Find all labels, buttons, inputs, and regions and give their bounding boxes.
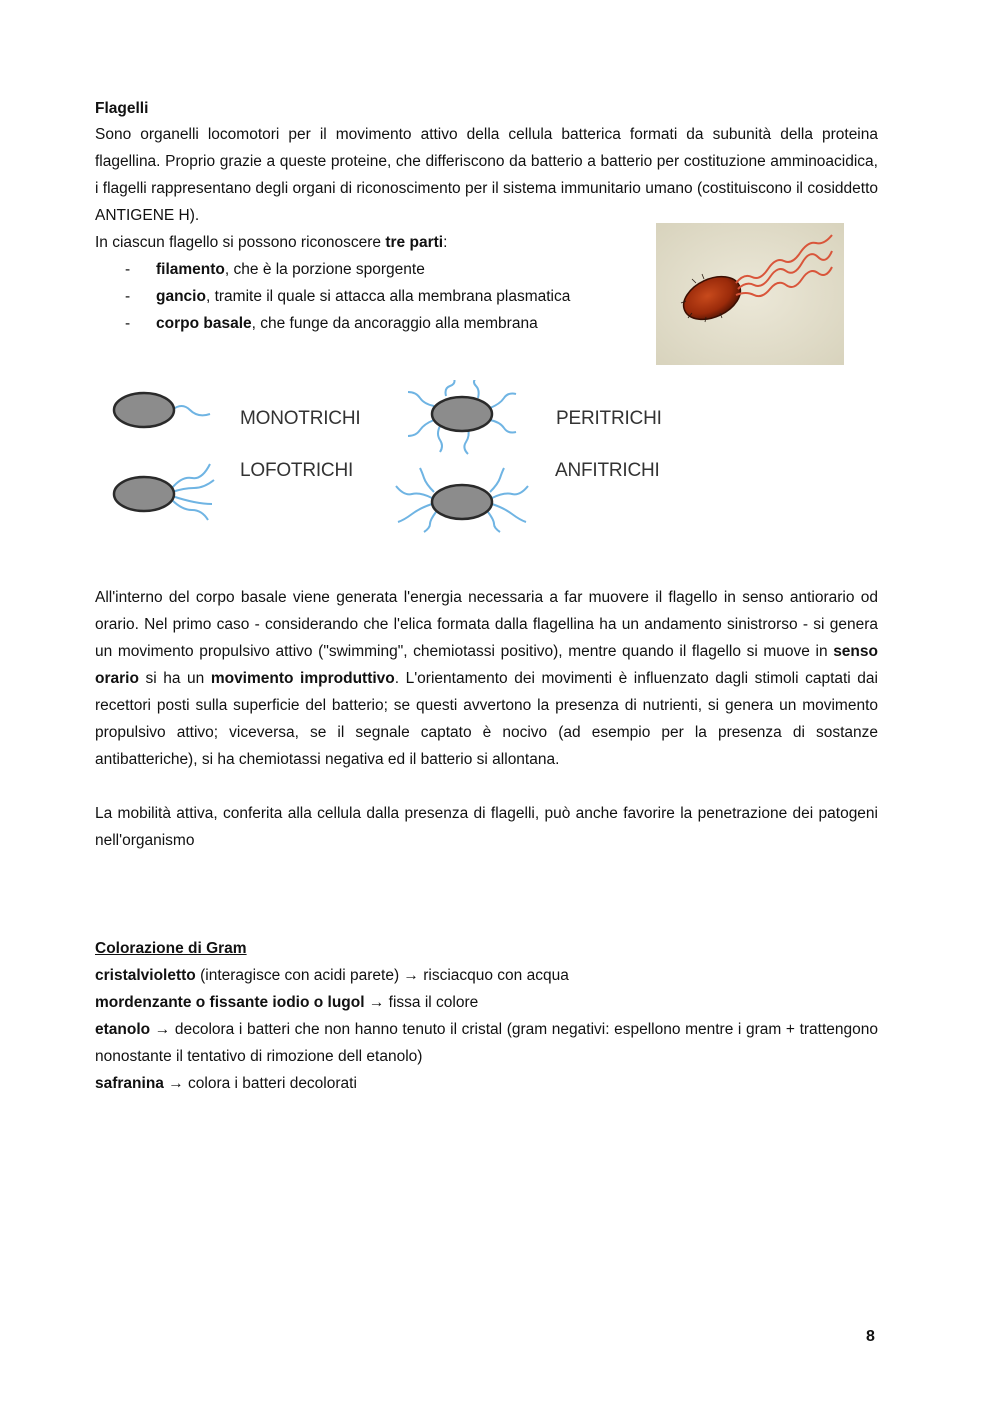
label-anfitrichi: ANFITRICHI (555, 460, 660, 481)
parts-list-container (95, 256, 655, 337)
gram-step-name: etanolo (95, 1021, 151, 1038)
part-description: , che funge da ancoraggio alla membrana (251, 315, 538, 332)
page-number: 8 (866, 1328, 875, 1345)
flagella-types-diagram (100, 380, 700, 540)
list-item (95, 310, 655, 337)
label-lofotrichi: LOFOTRICHI (240, 460, 354, 481)
gram-step-text: (interagisce con acidi parete) → risciacquo con acqua (195, 967, 569, 984)
flagellum-parts-list (95, 256, 655, 337)
lophotrichous-body (114, 477, 174, 511)
peritrichous-body (432, 397, 492, 431)
gram-step-text: → colora i batteri decolorati (163, 1075, 357, 1092)
gram-title-text: Colorazione di Gram (95, 940, 247, 957)
bold-senso-orario: senso orario (95, 643, 878, 687)
movement-text-3: . L'orientamento dei movimenti è influenzato dagli stimoli captati dai recettori posti sulla superficie del batterio; se questi avvertono la presenza di nutrienti, si genera un movimento propulsivo attivo; viceversa, se il segnale captato è nocivo (ad esempio per la presenza di sostanze antibatteriche), si ha chemiotassi negativa ed il batterio si allontana. (95, 670, 878, 768)
list-dash: - (125, 261, 131, 278)
gram-step (95, 962, 878, 989)
list-dash: - (125, 288, 131, 305)
parts-intro-bold: tre parti (385, 234, 444, 251)
gram-step-text: → decolora i batteri che non hanno tenuto il cristal (gram negativi: espellono mentre i gram + trattengono nonostante il tentativo di rimozione dell etanolo) (95, 1021, 878, 1065)
gram-step (95, 1016, 878, 1070)
movement-text-2: si ha un (138, 670, 211, 687)
part-description: , che è la porzione sporgente (224, 261, 425, 278)
part-name: corpo basale (156, 315, 252, 332)
flagellated-bacterium-image (656, 223, 844, 365)
list-item (95, 256, 655, 283)
gram-step-name: safranina (95, 1075, 164, 1092)
bold-movimento-improduttivo: movimento improduttivo (210, 670, 395, 687)
parts-intro-text: In ciascun flagello si possono riconoscere (95, 234, 386, 251)
monotrichous-cell (114, 393, 210, 427)
amphitrichous-body (432, 485, 492, 519)
label-monotrichi: MONOTRICHI (240, 408, 361, 429)
gram-step-name: cristalvioletto (95, 967, 196, 984)
gram-step-text: → fissa il colore (364, 994, 479, 1011)
gram-step (95, 1070, 878, 1097)
movement-paragraph (95, 584, 878, 773)
lophotrichous-cell (172, 464, 214, 520)
parts-intro (95, 229, 655, 256)
movement-text-1: All'interno del corpo basale viene generata l'energia necessaria a far muovere il flagello in senso antiorario od orario. Nel primo caso - considerando che l'elica formata dalla flagellina ha un andamento sinistrorso - si genera un movimento propulsivo attivo ("swimming", chemiotassi positivo), mentre quando il flagello si muove in (95, 589, 878, 660)
part-name: gancio (156, 288, 206, 305)
parts-intro-colon: : (443, 234, 448, 251)
section-title-flagelli: Flagelli (95, 100, 149, 117)
gram-step (95, 989, 878, 1016)
label-peritrichi: PERITRICHI (556, 408, 662, 429)
part-name: filamento (156, 261, 225, 278)
list-dash: - (125, 315, 131, 332)
list-item (95, 283, 655, 310)
mobility-paragraph: La mobilità attiva, conferita alla cellula dalla presenza di flagelli, può anche favorire la penetrazione dei patogeni nell'organismo (95, 805, 878, 849)
section-title-gram (95, 935, 878, 962)
flagelli-intro-paragraph: Sono organelli locomotori per il movimento attivo della cellula batterica formati da subunità della proteina flagellina. Proprio grazie a queste proteine, che differiscono da batterio a batterio per costituzione amminoacidica, i flagelli rappresentano degli organi di riconoscimento per il sistema immunitario umano (costituiscono il cosiddetto ANTIGENE H). (95, 126, 878, 224)
part-description: , tramite il quale si attacca alla membrana plasmatica (205, 288, 571, 305)
gram-step-name: mordenzante o fissante iodio o lugol (95, 994, 365, 1011)
